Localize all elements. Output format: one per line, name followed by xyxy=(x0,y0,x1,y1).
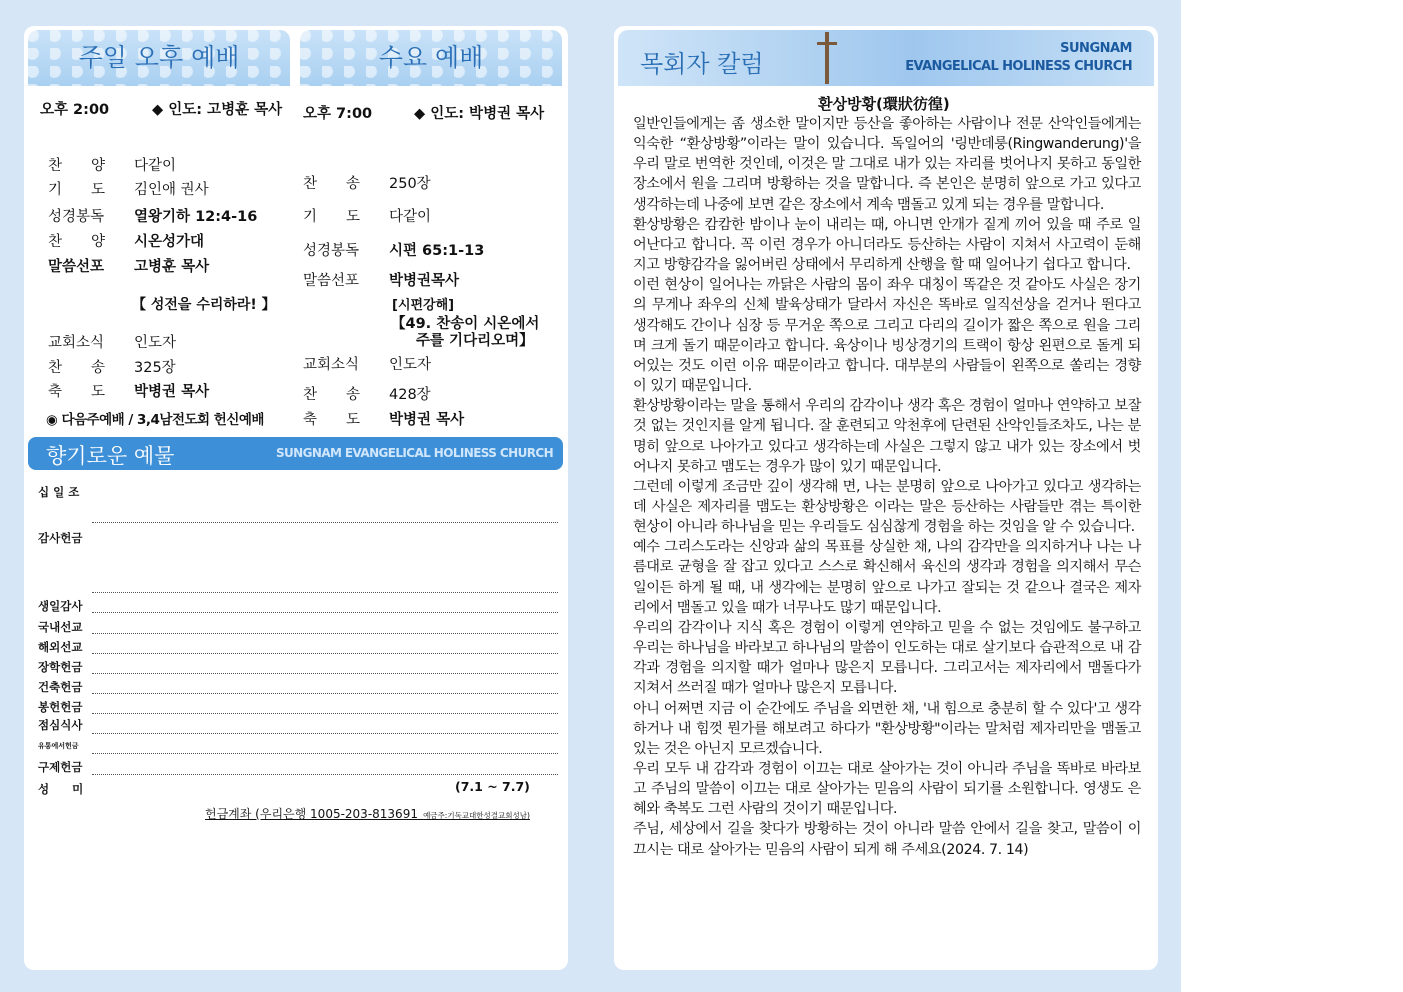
wednesday-sermon-title-1: 【49. 찬송이 시온에서 xyxy=(391,316,540,332)
order-value: 시온성가대 xyxy=(134,234,205,250)
write-line xyxy=(92,673,558,674)
order-label: 성경봉독 xyxy=(303,243,360,259)
column-paragraph: 환상방황은 캄캄한 밤이나 눈이 내리는 때, 아니면 안개가 짙게 끼어 있을 때 주로 일어난다고 합니다. 꼭 이런 경우가 아니더라도 등산하는 사람이 지쳐서 사고력이 둔해지고 방향감각을 잃어버린 상태에서 무리하게 산행을 할 때 일어나기 쉽다고 합니다. xyxy=(633,216,1141,274)
afternoon-leader: ◆ 인도: 고병훈 목사 xyxy=(152,102,283,118)
offering-item: 구제헌금 xyxy=(38,760,83,774)
order-value: 인도자 xyxy=(389,357,432,373)
order-value: 박병권목사 xyxy=(389,273,460,289)
wednesday-time: 오후 7:00 xyxy=(303,106,373,122)
column-body xyxy=(633,114,1141,860)
account-number: 헌금계좌 (우리은행 1005-203-813691 xyxy=(205,807,418,821)
order-label: 찬 양 xyxy=(48,158,106,174)
write-line xyxy=(92,522,558,523)
order-label: 찬 송 xyxy=(303,387,361,403)
order-value: 시편 65:1-13 xyxy=(389,243,485,259)
afternoon-service-header xyxy=(28,30,290,86)
wednesday-service-header xyxy=(300,30,562,86)
offering-item: 감사헌금 xyxy=(38,531,83,545)
offering-church-name: SUNGNAM EVANGELICAL HOLINESS CHURCH xyxy=(276,446,554,460)
next-week-notice: ◉ 다음주예배 / 3,4남전도회 헌신예배 xyxy=(46,412,264,428)
offering-item: 장학헌금 xyxy=(38,660,83,674)
order-value: 428장 xyxy=(389,387,431,403)
column-paragraph: 아니 어쩌면 지금 이 순간에도 주님을 외면한 채, '내 힘으로 충분히 할 수 있다'고 생각하거나 내 힘껏 뭔가를 해보려고 하다가 "환상방황"이라는 말처럼 제자리만을 맴돌고 있는 것은 아닌지 모르겠습니다. xyxy=(633,700,1141,757)
afternoon-title: 주일 오후 예배 xyxy=(78,43,240,72)
order-value: 열왕기하 12:4-16 xyxy=(134,209,258,225)
order-label: 축 도 xyxy=(48,384,106,400)
order-value: 다같이 xyxy=(134,158,177,174)
account-info xyxy=(205,803,530,822)
order-label: 교회소식 xyxy=(303,357,360,373)
offering-item: 국내선교 xyxy=(38,620,83,634)
write-line xyxy=(92,653,558,654)
write-line xyxy=(92,713,558,714)
write-line xyxy=(92,612,558,613)
offering-item: 유통에서헌금 xyxy=(38,742,79,750)
cross-icon xyxy=(825,32,829,84)
order-label: 교회소식 xyxy=(48,335,105,351)
order-label: 찬 양 xyxy=(48,234,106,250)
column-header-title: 목회자 칼럼 xyxy=(640,50,764,78)
afternoon-time: 오후 2:00 xyxy=(40,102,110,118)
column-paragraph: 일반인들에게는 좀 생소한 말이지만 등산을 좋아하는 사람이나 전문 산악인들에게는 익숙한 “환상방황”이라는 말이 있습니다. 독일어의 '링반데룽(Ringwanderung)'을 우리 말로 번역한 것인데, 이것은 말 그대로 내가 있는 자리를 벗어나지 못하고 동일한 장소에서 원을 그리며 방황하는 것을 말합니다. 즉 본인은 분명히 앞으로 가고 있다고 생각하는데 나중에 보면 같은 장소에서 계속 맴돌고 있게 되는 경우를 말합니다. xyxy=(633,116,1141,213)
left-panel xyxy=(24,26,568,970)
offering-period: (7.1 ~ 7.7) xyxy=(455,779,530,794)
order-value: 인도자 xyxy=(134,335,177,351)
order-label: 성경봉독 xyxy=(48,209,105,225)
order-value: 다같이 xyxy=(389,209,432,225)
afternoon-sermon-title: 【 성전을 수리하라! 】 xyxy=(132,297,276,313)
column-paragraph: 주님, 세상에서 길을 찾다가 방황하는 것이 아니라 말씀 안에서 길을 찾고, 말씀이 이끄시는 대로 살아가는 믿음의 사람이 되게 해 주세요(2024. 7. 14) xyxy=(633,821,1141,858)
account-holder: 예금주:기독교대한성결교회성남) xyxy=(423,811,530,820)
order-value: 250장 xyxy=(389,176,431,192)
write-line xyxy=(92,774,558,775)
offering-item: 봉헌헌금 xyxy=(38,700,83,714)
column-paragraph: 예수 그리스도라는 신앙과 삶의 목표를 상실한 채, 나의 감각만을 의지하거나 나는 나름대로 균형을 잘 잡고 있다고 스스로 확신해서 육신의 생각과 경험을 의지해서 무슨 일이든 하게 될 때, 내 생각에는 분명히 앞으로 나가고 잘되는 것 같으나 결국은 제자리에서 맴돌고 있을 때가 너무나도 많기 때문입니다. xyxy=(633,539,1141,616)
column-paragraph: 환상방황이라는 말을 통해서 우리의 감각이나 생각 혹은 경험이 얼마나 연약하고 보잘 것 없는 것인지를 알게 됩니다. 잘 훈련되고 악천후에 단련된 산악인들조차도, 나는 분명히 앞으로 나아가고 있다고 생각하는데 사실은 그렇지 않고 내가 있는 장소에서 벗어나지 못하고 맴도는 경우가 많이 있기 때문입니다. xyxy=(633,398,1141,475)
write-line xyxy=(92,753,558,754)
wednesday-leader: ◆ 인도: 박병권 목사 xyxy=(414,106,545,122)
order-label: 찬 송 xyxy=(303,176,361,192)
write-line xyxy=(92,633,558,634)
offering-item: 해외선교 xyxy=(38,640,83,654)
order-value: 박병권 목사 xyxy=(389,412,465,428)
order-value: 고병훈 목사 xyxy=(134,259,210,275)
offering-item: 점심식사 xyxy=(38,718,83,732)
church-name-line1: SUNGNAM xyxy=(1060,41,1132,56)
offering-item: 생일감사 xyxy=(38,599,83,613)
order-label: 말씀선포 xyxy=(303,273,360,289)
offering-item: 건축헌금 xyxy=(38,680,83,694)
order-label: 말씀선포 xyxy=(48,259,105,275)
wednesday-title: 수요 예배 xyxy=(378,43,484,72)
church-name-line2: EVANGELICAL HOLINESS CHURCH xyxy=(905,59,1132,74)
wednesday-sermon-series: [시편강해] xyxy=(392,298,455,313)
column-paragraph: 우리의 감각이나 지식 혹은 경험이 이렇게 연약하고 믿을 수 없는 것임에도 불구하고 우리는 하나님을 바라보고 하나님의 말씀이 인도하는 대로 살기보다 습관적으로 내 감각과 경험을 의지할 때가 얼마나 많은지 모릅니다. 그리고서는 제자리에서 맴돌다가 지쳐서 쓰러질 때가 얼마나 많은지 모릅니다. xyxy=(633,619,1141,697)
order-value: 김인애 권사 xyxy=(134,182,209,198)
wednesday-sermon-title-2: 주를 기다리오며】 xyxy=(416,333,534,349)
column-paragraph: 이런 현상이 일어나는 까닭은 사람의 몸이 좌우 대칭이 똑같은 것 같아도 사실은 장기의 무게나 좌우의 신체 발육상태가 달라서 자신은 똑바로 일직선상을 걷거나 뛴다고 생각해도 간이나 심장 등 무거운 쪽으로 그리고 다리의 길이가 짧은 쪽으로 원을 그리며 크게 돌기 때문이라고 합니다. 육상이나 빙상경기의 트랙이 항상 왼편으로 돌게 되어있는 것도 이런 이유 때문이라고 합니다. 대부분의 사람들이 왼쪽으로 쏠리는 경향이 있기 때문입니다. xyxy=(633,277,1141,395)
column-title: 환상방황(環狀彷徨) xyxy=(818,95,950,113)
order-label: 기 도 xyxy=(48,182,106,198)
order-label: 축 도 xyxy=(303,412,361,428)
column-paragraph: 우리 모두 내 감각과 경험이 이끄는 대로 살아가는 것이 아니라 주님을 똑바로 바라보고 주님의 말씀이 이끄는 대로 살아가는 믿음의 사람이 되기를 소원합니다. 영생도 은혜와 축복도 그런 사람의 것이기 때문입니다. xyxy=(633,761,1141,818)
write-line xyxy=(92,693,558,694)
column-header xyxy=(618,30,1154,86)
order-label: 기 도 xyxy=(303,209,361,225)
column-paragraph: 그런데 이렇게 조금만 깊이 생각해 면, 나는 분명히 앞으로 나아가고 있다고 생각하는데 사실은 제자리를 맴도는 환상방황은 이라는 말은 등산하는 사람들만 겪는 특이한 현상이 아니라 하나님을 믿는 우리들도 심심찮게 경험을 하는 것임을 알 수 있습니다. xyxy=(633,478,1141,536)
cross-icon-bar xyxy=(817,42,837,45)
offering-item: 성 미 xyxy=(38,782,84,796)
offering-title: 향기로운 예물 xyxy=(46,444,175,468)
offering-item: 십 일 조 xyxy=(38,485,80,499)
write-line xyxy=(92,592,558,593)
order-label: 찬 송 xyxy=(48,360,106,376)
offering-header xyxy=(28,437,563,470)
write-line xyxy=(92,733,558,734)
order-value: 325장 xyxy=(134,360,176,376)
order-value: 박병권 목사 xyxy=(134,384,210,400)
